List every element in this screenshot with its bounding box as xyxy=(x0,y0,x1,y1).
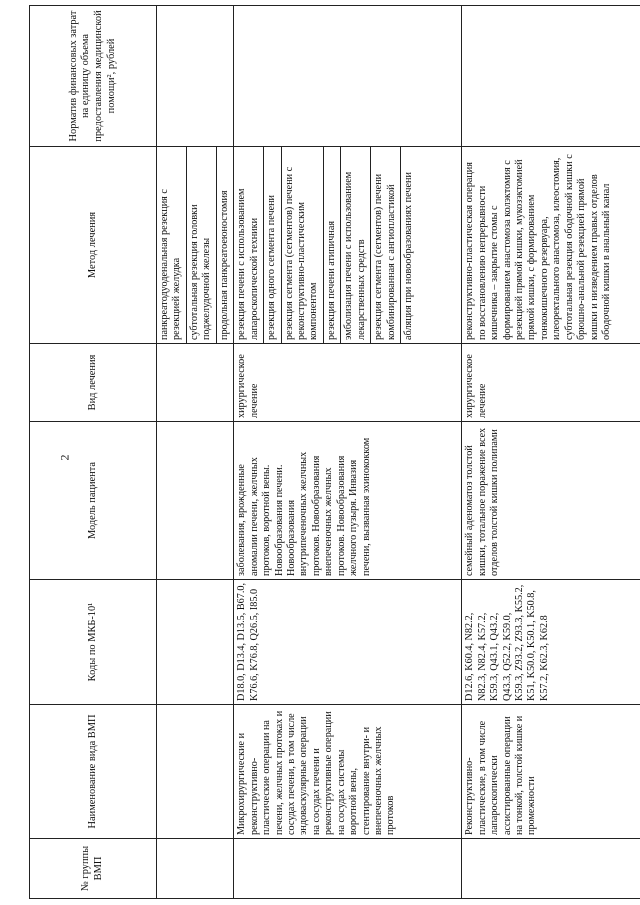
method-item: резекция одного сегмента печени xyxy=(264,147,281,343)
col-header-treatment: Вид лечения xyxy=(30,344,157,422)
cell-treatment: хирургическое лечение xyxy=(462,344,640,422)
header-row xyxy=(30,6,157,899)
cell-norm xyxy=(462,6,640,147)
cell-codes: D12.6, K60.4, N82.2, N82.3, N82.4, K57.2, K59.3, Q43.1, Q43.2, Q43.3, Q52.2, K59.0, K59.3, Z93.2, Z93.3, K55.2, K51, K50.0, K50.1, K50.8, K57.2, K62.3, K62.8 xyxy=(462,580,640,705)
cell-empty xyxy=(157,705,234,839)
method-item: резекция печени атипичная xyxy=(324,147,341,343)
method-item: резекция печени с использованием лапароскопической техники xyxy=(234,147,264,343)
cell-name: Микрохирургические и реконструктивно-пластические операции на печени, желчных протоках и сосудах печени, в том числе эндоваскулярные операции на сосудах печени и реконструктивные операции на сосудах системы воротной вены, стентирование внутри- и внепеченочных желчных протоков xyxy=(234,705,462,839)
cell-group xyxy=(462,839,640,899)
cell-empty xyxy=(157,839,234,899)
method-item: резекция сегмента (сегментов) печени комбинированная с ангиопластикой xyxy=(371,147,401,343)
cell-methods: реконструктивно-пластическая операция по восстановлению непрерывности кишечника – закрытие стомы с формированием анастомоза колэктомия с резекцией прямой кишки, мукозэктомией прямой кишки, с формированием тонкокишечного резервуара, илеоректального анастомоза, илеостомия, субтотальная резекция ободочной кишки с брюшно-анальной резекцией прямой кишки и низведением правых отделов ободочной кишки в анальный канал xyxy=(462,147,640,344)
cell-methods-carryover xyxy=(157,147,234,344)
col-header-norm: Норматив финансовых затрат на единицу объема предоставления медицинской помощи², рублей xyxy=(30,6,157,147)
rotated-table-wrapper xyxy=(29,6,612,899)
cell-empty xyxy=(157,344,234,422)
method-item: панкреатодуоденальная резекция с резекцией желудка xyxy=(157,147,187,343)
cell-methods xyxy=(234,147,462,344)
cell-empty xyxy=(157,6,234,147)
cell-model: семейный аденоматоз толстой кишки, тотальное поражение всех отделов толстой кишки полипами xyxy=(462,422,640,580)
cell-group xyxy=(234,839,462,899)
cell-codes: D18.0, D13.4, D13.5, B67.0, K76.6, K76.8, Q26.5, I85.0 xyxy=(234,580,462,705)
method-item: эмболизация печени с использованием лекарственных средств xyxy=(341,147,371,343)
col-header-group: № группы ВМП xyxy=(30,839,157,899)
table-row xyxy=(234,6,462,899)
cell-model: заболевания, врожденные аномалии печени, желчных протоков, воротной вены. Новообразования печени. Новообразования внутрипеченочных желчных протоков. Новообразования внепеченочных желчных протоков. Новообразования желчного пузыря. Инвазия печени, вызванная эхинококком xyxy=(234,422,462,580)
table-row-carryover xyxy=(157,6,234,899)
method-item: продольная панкреатоеюностомия xyxy=(218,190,230,340)
method-item: абляция при новообразованиях печени xyxy=(403,172,414,340)
cell-empty xyxy=(157,422,234,580)
col-header-model: Модель пациента xyxy=(30,422,157,580)
cell-treatment: хирургическое лечение xyxy=(234,344,462,422)
col-header-method: Метод лечения xyxy=(30,147,157,344)
cell-norm xyxy=(234,6,462,147)
vmp-table xyxy=(29,5,640,899)
cell-name: Реконструктивно-пластические, в том числе лапароскопически ассистированные операции на тонкой, толстой кишке и промежности xyxy=(462,705,640,839)
method-item: субтотальная резекция головки поджелудочной железы xyxy=(187,147,217,343)
method-item: резекция сегмента (сегментов) печени с реконструктивно-пластическим компонентом xyxy=(282,147,324,343)
table-row xyxy=(462,6,640,899)
col-header-codes: Коды по МКБ-10¹ xyxy=(30,580,157,705)
cell-empty xyxy=(157,580,234,705)
col-header-name: Наименование вида ВМП xyxy=(30,705,157,839)
page-number: 2 xyxy=(57,454,72,461)
